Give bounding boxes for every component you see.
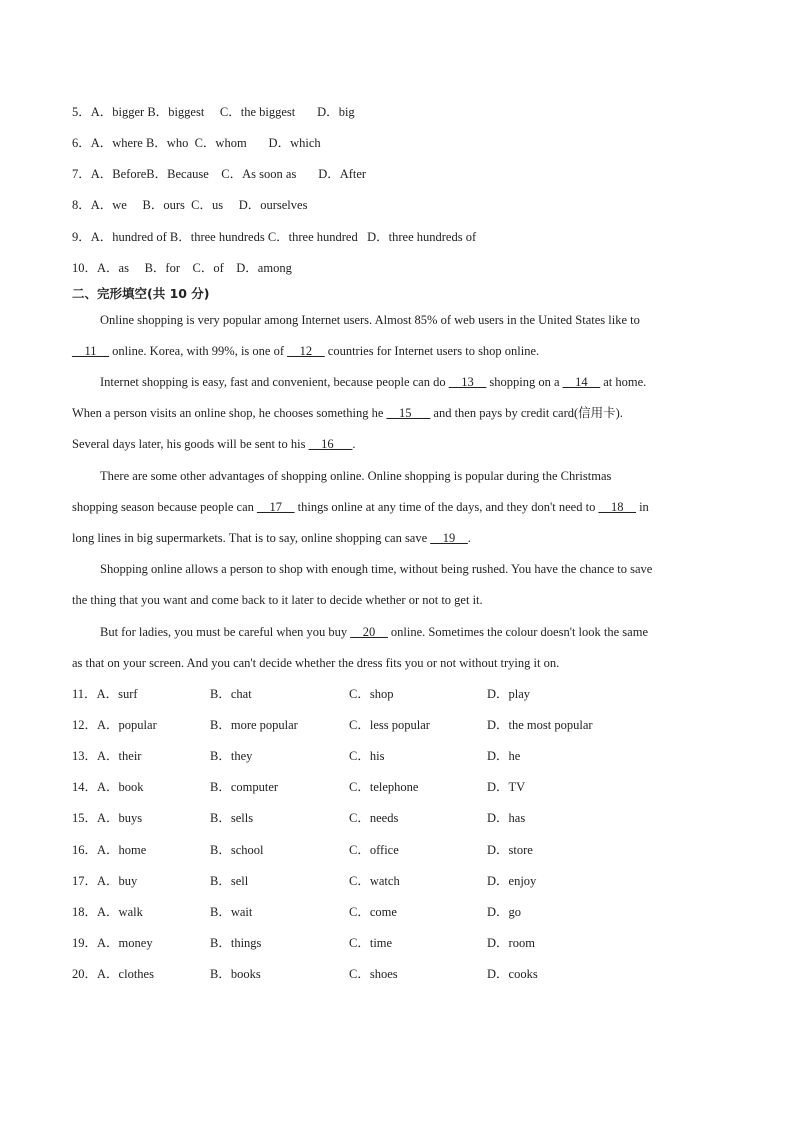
question-6: 6．A．where B．who C．whom D．which xyxy=(72,136,321,150)
option-c: of xyxy=(213,261,224,275)
option-b: for xyxy=(165,261,180,275)
blank-20: __20__ xyxy=(350,625,388,639)
passage-text: shopping on a xyxy=(486,375,563,389)
option-text: go xyxy=(508,905,522,919)
option-text: wait xyxy=(230,905,253,919)
question-number: 13 xyxy=(72,749,85,763)
question-number: 5 xyxy=(72,105,79,119)
option-b: B．sells xyxy=(210,811,254,825)
option-a: hundred of xyxy=(112,230,167,244)
question-number: 7 xyxy=(72,167,79,181)
section-heading: 二、完形填空(共 10 分) xyxy=(72,286,210,301)
option-b: B．more popular xyxy=(210,718,298,732)
option-text: watch xyxy=(369,874,400,888)
option-text: come xyxy=(369,905,397,919)
option-b: B．chat xyxy=(210,687,252,701)
option-text: shoes xyxy=(369,967,398,981)
option-d: D．go xyxy=(487,905,522,919)
option-text: they xyxy=(230,749,253,763)
option-c: whom xyxy=(215,136,247,150)
passage-text: things online at any time of the days, and they don't need to xyxy=(294,500,599,514)
blank-15: __15___ xyxy=(386,406,431,420)
option-a: 11．A．surf xyxy=(72,687,138,701)
passage-text: But for ladies, you must be careful when you buy xyxy=(100,625,351,639)
question-number: 20 xyxy=(72,967,85,981)
option-c: C．come xyxy=(349,905,397,919)
passage-text: long lines in big supermarkets. That is to say, online shopping can save xyxy=(72,531,431,545)
option-b: B．computer xyxy=(210,780,279,794)
question-number: 8 xyxy=(72,198,79,212)
passage-p1-line2 xyxy=(72,343,539,359)
option-a: 19．A．money xyxy=(72,936,153,950)
option-d: D．cooks xyxy=(487,967,538,981)
passage-text: online. Korea, with 99%, is one of xyxy=(109,344,288,358)
question-number: 12 xyxy=(72,718,85,732)
option-c: C．his xyxy=(349,749,385,763)
passage-p2-line3 xyxy=(72,436,356,452)
option-text: has xyxy=(508,811,526,825)
option-a: Before xyxy=(112,167,147,181)
option-c: C．time xyxy=(349,936,393,950)
option-text: he xyxy=(508,749,521,763)
option-b: B．school xyxy=(210,843,264,857)
option-text: needs xyxy=(369,811,399,825)
passage-text: and then pays by credit card(信用卡). xyxy=(430,406,623,420)
option-text: computer xyxy=(230,780,279,794)
question-number: 14 xyxy=(72,780,85,794)
blank-11: __11__ xyxy=(72,344,110,358)
option-b: who xyxy=(166,136,189,150)
option-text: book xyxy=(118,780,144,794)
question-number: 19 xyxy=(72,936,85,950)
option-text: buy xyxy=(118,874,138,888)
option-d: D．room xyxy=(487,936,535,950)
option-d: which xyxy=(290,136,321,150)
option-b: Because xyxy=(167,167,209,181)
option-text: room xyxy=(508,936,535,950)
option-a: 14．A．book xyxy=(72,780,144,794)
question-number: 18 xyxy=(72,905,85,919)
option-a: 12．A．popular xyxy=(72,718,157,732)
option-text: store xyxy=(508,843,533,857)
question-7: 7．A．BeforeB．Because C．As soon as D．After xyxy=(72,167,367,181)
option-text: the most popular xyxy=(508,718,593,732)
passage-text: Internet shopping is easy, fast and convenient, because people can do xyxy=(100,375,449,389)
blank-14: __14__ xyxy=(562,375,601,389)
option-b: B．things xyxy=(210,936,262,950)
option-text: telephone xyxy=(369,780,419,794)
passage-p3-line2 xyxy=(72,499,649,515)
option-b: B．books xyxy=(210,967,261,981)
option-a: 18．A．walk xyxy=(72,905,143,919)
option-text: buys xyxy=(118,811,143,825)
passage-text: in xyxy=(635,500,649,514)
passage-text: . xyxy=(352,437,356,451)
question-number: 10 xyxy=(72,261,85,275)
question-number: 15 xyxy=(72,811,85,825)
passage-text: Several days later, his goods will be sent to his xyxy=(72,437,309,451)
option-a: as xyxy=(118,261,129,275)
option-text: their xyxy=(118,749,142,763)
option-text: sells xyxy=(230,811,254,825)
question-8: 8．A．we B．ours C．us D．ourselves xyxy=(72,198,308,212)
option-a: 15．A．buys xyxy=(72,811,143,825)
option-a: 20．A．clothes xyxy=(72,967,154,981)
option-c: As soon as xyxy=(242,167,297,181)
option-text: play xyxy=(508,687,531,701)
option-b: B．they xyxy=(210,749,253,763)
question-9: 9．A．hundred of B．three hundreds C．three hundred D．three hundreds of xyxy=(72,230,477,244)
option-text: chat xyxy=(230,687,252,701)
option-text: clothes xyxy=(118,967,154,981)
option-d: D．TV xyxy=(487,780,526,794)
option-d: among xyxy=(257,261,292,275)
option-a: where xyxy=(112,136,143,150)
passage-text: at home. xyxy=(600,375,647,389)
passage-text: . xyxy=(467,531,471,545)
option-b: three hundreds xyxy=(190,230,265,244)
question-5: 5．A．bigger B．biggest C．the biggest D．big xyxy=(72,105,355,119)
option-text: things xyxy=(230,936,262,950)
option-c: C．shop xyxy=(349,687,394,701)
option-text: TV xyxy=(508,780,526,794)
option-text: his xyxy=(369,749,385,763)
option-a: we xyxy=(112,198,127,212)
question-number: 6 xyxy=(72,136,79,150)
passage-p2-line2 xyxy=(72,405,623,421)
blank-16: __16___ xyxy=(308,437,353,451)
blank-19: __19__ xyxy=(430,531,468,545)
option-text: less popular xyxy=(369,718,430,732)
passage-p4-line2: the thing that you want and come back to it later to decide whether or not to get it. xyxy=(72,593,483,607)
option-c: C．office xyxy=(349,843,399,857)
option-c: us xyxy=(211,198,224,212)
passage-p5-line1 xyxy=(100,624,648,640)
option-d: big xyxy=(338,105,355,119)
option-text: cooks xyxy=(508,967,538,981)
option-text: popular xyxy=(118,718,157,732)
option-b: ours xyxy=(163,198,185,212)
option-c: C．shoes xyxy=(349,967,398,981)
option-text: books xyxy=(230,967,261,981)
question-10: 10．A．as B．for C．of D．among xyxy=(72,261,292,275)
option-text: time xyxy=(369,936,393,950)
option-text: enjoy xyxy=(508,874,537,888)
option-d: D．enjoy xyxy=(487,874,537,888)
option-b: B．sell xyxy=(210,874,249,888)
option-text: walk xyxy=(118,905,143,919)
option-c: C．less popular xyxy=(349,718,430,732)
option-d: ourselves xyxy=(260,198,308,212)
passage-text: shopping season because people can xyxy=(72,500,258,514)
option-text: sell xyxy=(230,874,249,888)
option-text: shop xyxy=(369,687,394,701)
option-a: 17．A．buy xyxy=(72,874,138,888)
option-text: home xyxy=(118,843,147,857)
option-text: surf xyxy=(118,687,138,701)
blank-13: __13__ xyxy=(448,375,487,389)
option-b: B．wait xyxy=(210,905,253,919)
option-c: C．telephone xyxy=(349,780,419,794)
option-a: 16．A．home xyxy=(72,843,147,857)
option-c: the biggest xyxy=(240,105,296,119)
passage-text: When a person visits an online shop, he chooses something he xyxy=(72,406,387,420)
passage-p3-line1: There are some other advantages of shopping online. Online shopping is popular during the Christmas xyxy=(100,469,612,483)
blank-17: __17__ xyxy=(257,500,295,514)
option-text: more popular xyxy=(230,718,298,732)
question-number: 9 xyxy=(72,230,79,244)
passage-p5-line2: as that on your screen. And you can't decide whether the dress fits you or not without trying it on. xyxy=(72,656,560,670)
passage-p1-line1: Online shopping is very popular among Internet users. Almost 85% of web users in the United States like to xyxy=(100,313,640,327)
blank-12: __12__ xyxy=(287,344,325,358)
question-number: 17 xyxy=(72,874,85,888)
option-c: C．needs xyxy=(349,811,399,825)
passage-p3-line3 xyxy=(72,530,471,546)
option-d: D．has xyxy=(487,811,526,825)
option-text: office xyxy=(369,843,399,857)
passage-text: online. Sometimes the colour doesn't look the same xyxy=(387,625,648,639)
option-d: D．the most popular xyxy=(487,718,593,732)
blank-18: __18__ xyxy=(598,500,636,514)
question-number: 11 xyxy=(72,687,85,701)
option-d: three hundreds of xyxy=(388,230,477,244)
question-number: 16 xyxy=(72,843,85,857)
option-d: After xyxy=(339,167,367,181)
option-text: school xyxy=(230,843,264,857)
option-d: D．he xyxy=(487,749,521,763)
passage-p2-line1 xyxy=(100,374,646,390)
option-a: 13．A．their xyxy=(72,749,142,763)
passage-p4-line1: Shopping online allows a person to shop with enough time, without being rushed. You have the chance to save xyxy=(100,562,653,576)
option-b: biggest xyxy=(168,105,205,119)
option-d: D．store xyxy=(487,843,533,857)
option-c: C．watch xyxy=(349,874,400,888)
passage-text: countries for Internet users to shop online. xyxy=(324,344,540,358)
option-text: money xyxy=(118,936,153,950)
option-d: D．play xyxy=(487,687,531,701)
option-c: three hundred xyxy=(288,230,358,244)
option-a: bigger xyxy=(112,105,145,119)
